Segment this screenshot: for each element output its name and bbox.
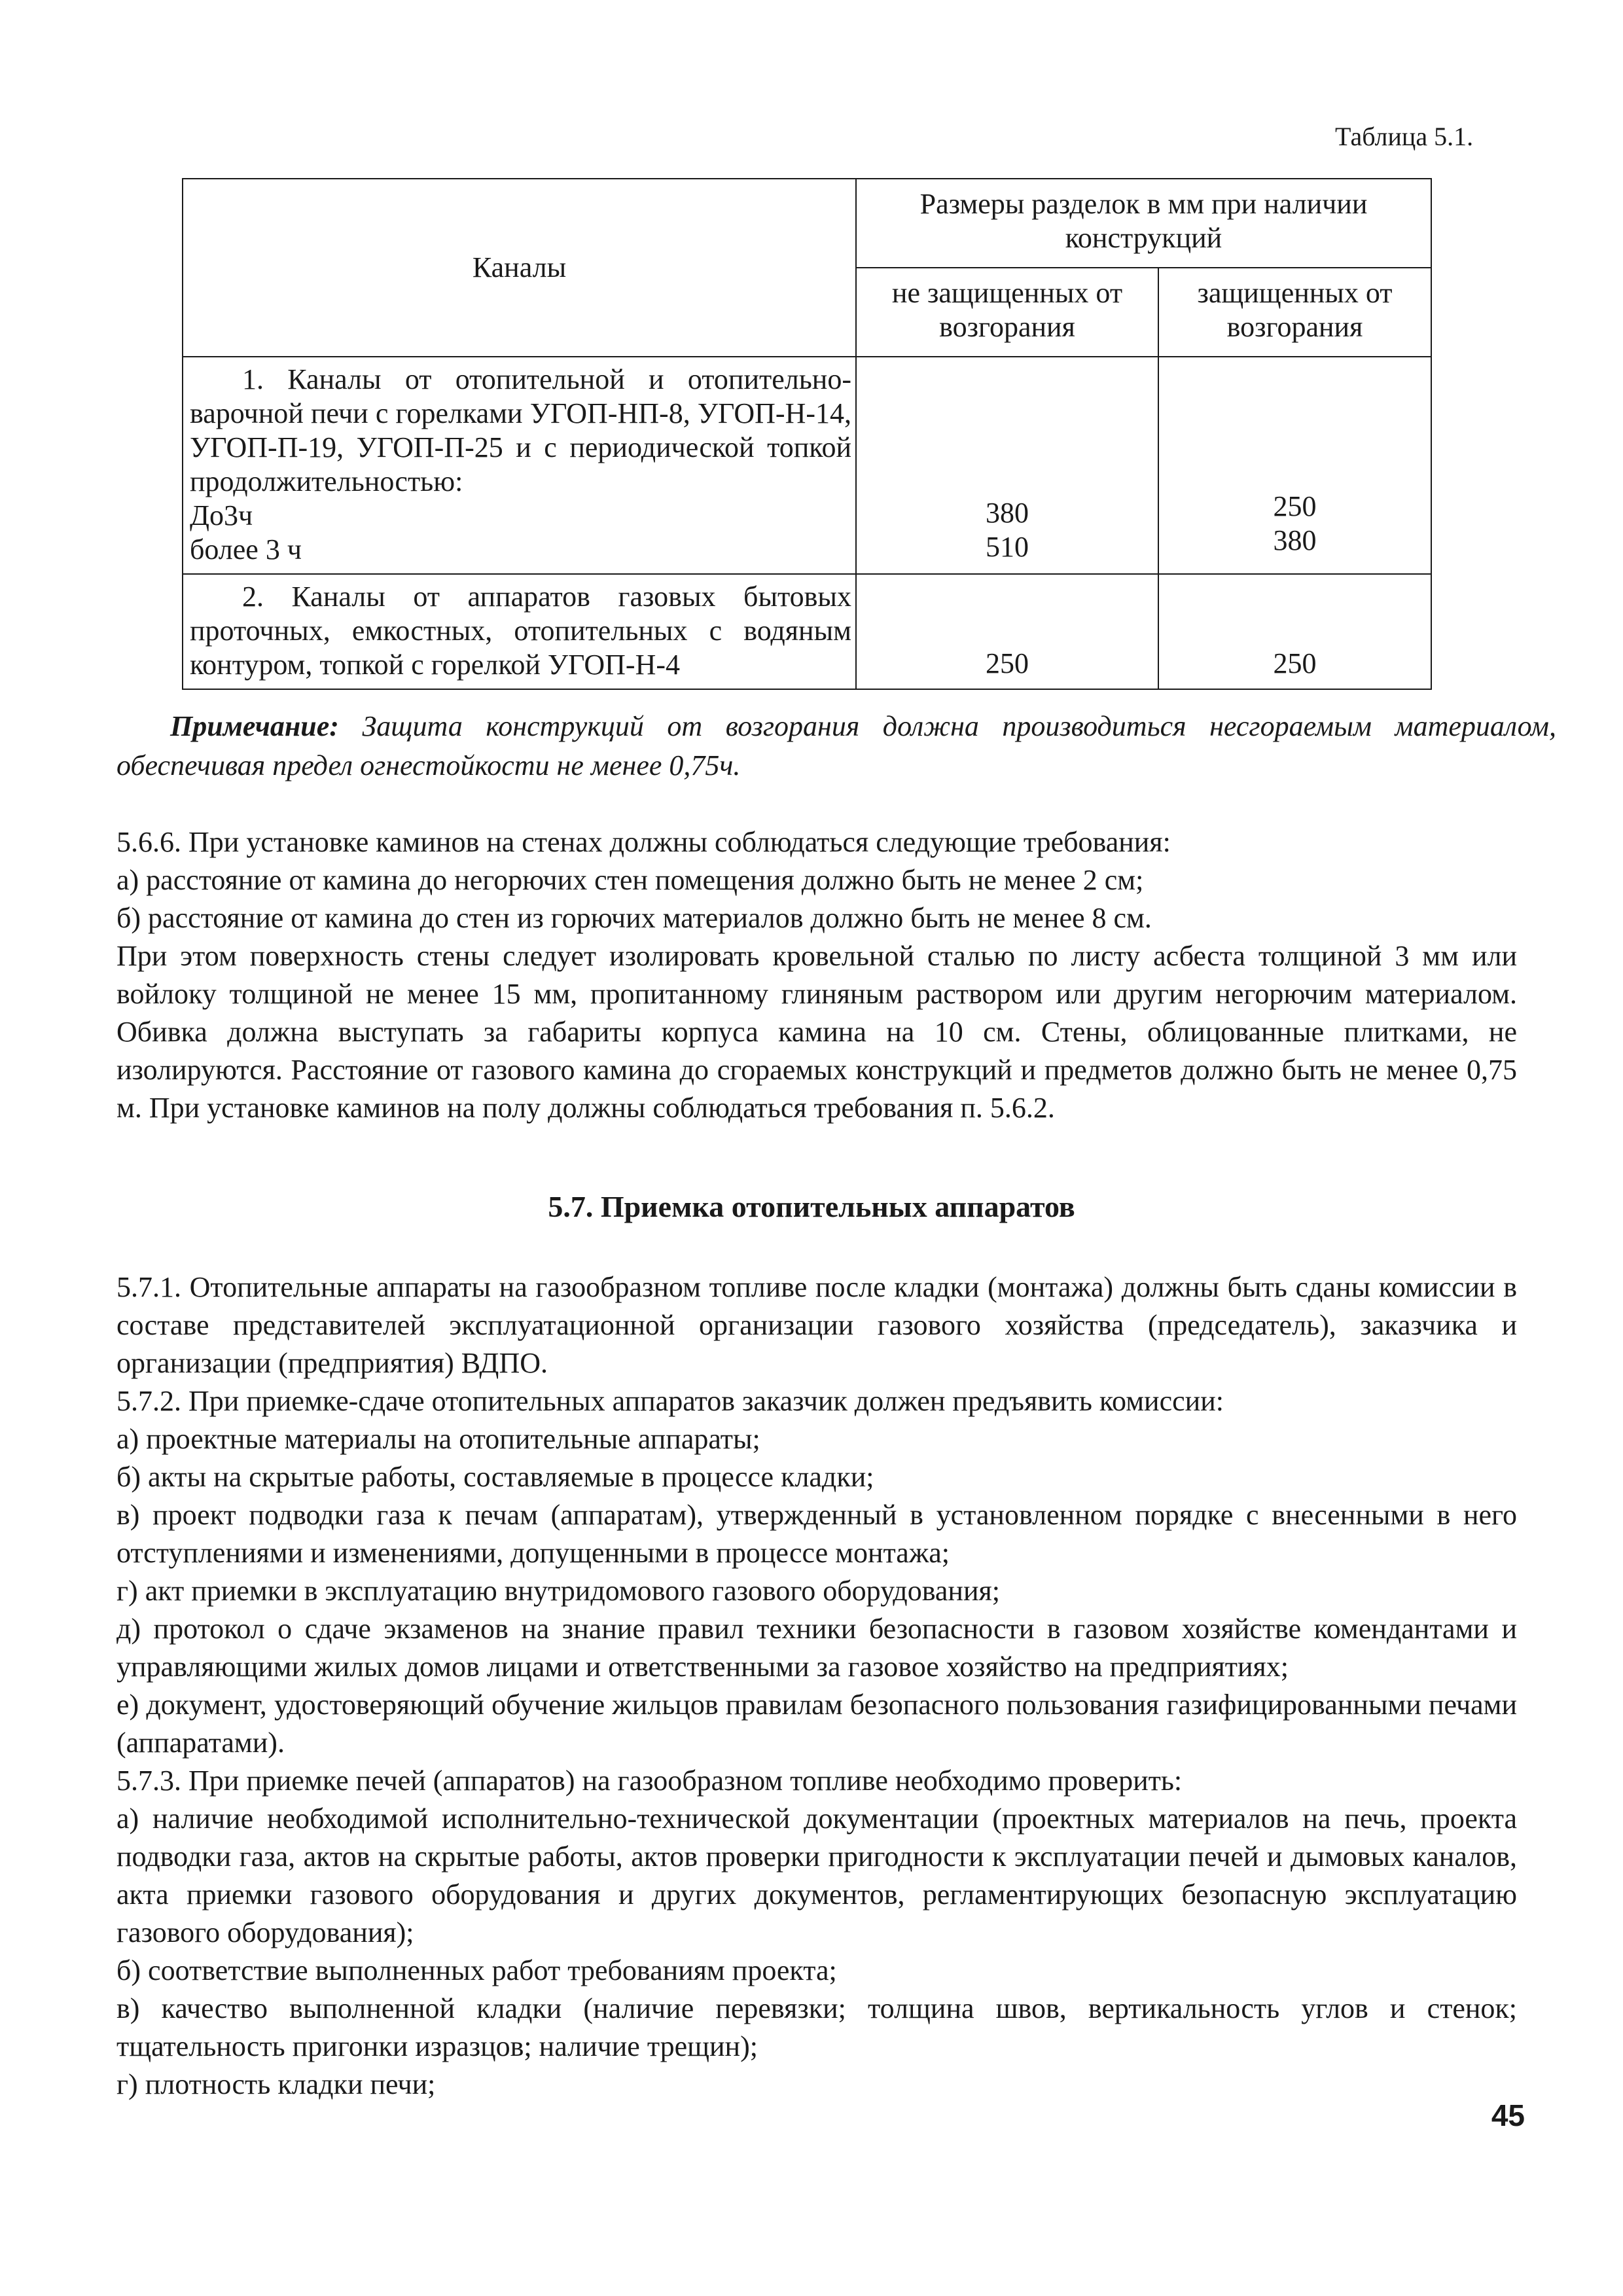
row2-unprotected: 250 (856, 574, 1158, 689)
header-sizes: Размеры разделок в мм при наличии конструкций (856, 179, 1431, 268)
paragraph: а) расстояние от камина до негорючих стен помещения должно быть не менее 2 см; (116, 864, 1144, 896)
paragraph: г) плотность кладки печи; (116, 2068, 436, 2100)
paragraph: При этом поверхность стены следует изолировать кровельной сталью по листу асбеста толщиной 3 мм или войлоку толщиной не менее 15 мм, пропитанному глиняным раствором или другим негорючим материалом. Обивка должна выступать за габариты корпуса камина на 10 см. Стены, облицованные плитками, не изолируются. Расстояние от газового камина до сгораемых конструкций и предметов должно быть не менее 0,75 м. При установке каминов на полу должны соблюдаться требования п. 5.6.2. (116, 940, 1517, 1124)
paragraph: а) проектные материалы на отопительные аппараты; (116, 1423, 760, 1455)
section-5-7 (116, 1268, 1517, 2104)
paragraph: 5.7.3. При приемке печей (аппаратов) на газообразном топливе необходимо проверить: (116, 1765, 1183, 1797)
header-protected: защищенных от возгорания (1158, 268, 1431, 357)
section-title: 5.7. Приемка отопительных аппаратов (548, 1190, 1075, 1223)
table-note (116, 707, 1556, 785)
header-unprotected: не защищенных от возгорания (856, 268, 1158, 357)
row2-description (183, 574, 856, 689)
table-row (183, 574, 1431, 689)
paragraph: в) качество выполненной кладки (наличие перевязки; толщина швов, вертикальность углов и стенок; тщательность пригонки изразцов; наличие трещин); (116, 1992, 1517, 2062)
paragraph: б) акты на скрытые работы, составляемые в процессе кладки; (116, 1461, 874, 1493)
row1-sub1-protected: 250 (1273, 490, 1317, 522)
row1-sub1-unprotected: 380 (986, 497, 1029, 529)
paragraph: д) протокол о сдаче экзаменов на знание правил техники безопасности в газовом хозяйстве комендантами и управляющими жилых домов лицами и ответственными за газовое хозяйство на предприятиях; (116, 1613, 1517, 1683)
note-text: Защита конструкций от возгорания должна производиться несгораемым материалом, обеспечивая предел огнестойкости не менее 0,75ч. (116, 710, 1556, 781)
row1-sub2-protected: 380 (1273, 524, 1317, 556)
paragraph: 5.7.1. Отопительные аппараты на газообразном топливе после кладки (монтажа) должны быть сданы комиссии в составе представителей эксплуатационной организации газового хозяйства (председатель), заказчика и организации (предприятия) ВДПО. (116, 1271, 1517, 1379)
row1-sub1-label: До3ч (190, 499, 253, 531)
row2-protected: 250 (1158, 574, 1431, 689)
row1-sub2-label: более 3 ч (190, 533, 302, 565)
row1-description (183, 357, 856, 574)
row1-protected (1158, 357, 1431, 574)
paragraph: 5.7.2. При приемке-сдаче отопительных аппаратов заказчик должен предъявить комиссии: (116, 1385, 1224, 1417)
paragraph: е) документ, удостоверяющий обучение жильцов правилам безопасного пользования газифицированными печами (аппаратами). (116, 1689, 1517, 1759)
paragraph: в) проект подводки газа к печам (аппаратам), утвержденный в установленном порядке с внесенными в него отступлениями и изменениями, допущенными в процессе монтажа; (116, 1499, 1517, 1569)
paragraph: а) наличие необходимой исполнительно-технической документации (проектных материалов на печь, проекта подводки газа, актов на скрытые работы, актов проверки пригодности к эксплуатации печей и дымовых каналов, акта приемки газового оборудования и других документов, регламентирующих безопасную эксплуатацию газового оборудования); (116, 1803, 1517, 1948)
page-number: 45 (1491, 2098, 1525, 2132)
table-caption: Таблица 5.1. (1335, 122, 1474, 151)
row1-unprotected (856, 357, 1158, 574)
paragraph: г) акт приемки в эксплуатацию внутридомового газового оборудования; (116, 1575, 1000, 1607)
note-label: Примечание: (170, 710, 339, 742)
row1-sub2-unprotected: 510 (986, 531, 1029, 563)
table-5-1 (182, 178, 1432, 690)
paragraph: 5.6.6. При установке каминов на стенах должны соблюдаться следующие требования: (116, 826, 1171, 858)
paragraph: б) расстояние от камина до стен из горючих материалов должно быть не менее 8 см. (116, 902, 1152, 934)
row1-text: 1. Каналы от отопительной и отопительно-варочной печи с горелками УГОП-НП-8, УГОП-Н-14, УГОП-П-19, УГОП-П-25 и с периодической топкой продолжительностью: (190, 363, 851, 497)
section-5-6-6 (116, 823, 1517, 1127)
table-row (183, 357, 1431, 574)
row2-text: 2. Каналы от аппаратов газовых бытовых проточных, емкостных, отопительных с водяным контуром, топкой с горелкой УГОП-Н-4 (190, 581, 851, 681)
paragraph: б) соответствие выполненных работ требованиям проекта; (116, 1954, 837, 1986)
header-canals: Каналы (183, 179, 856, 357)
